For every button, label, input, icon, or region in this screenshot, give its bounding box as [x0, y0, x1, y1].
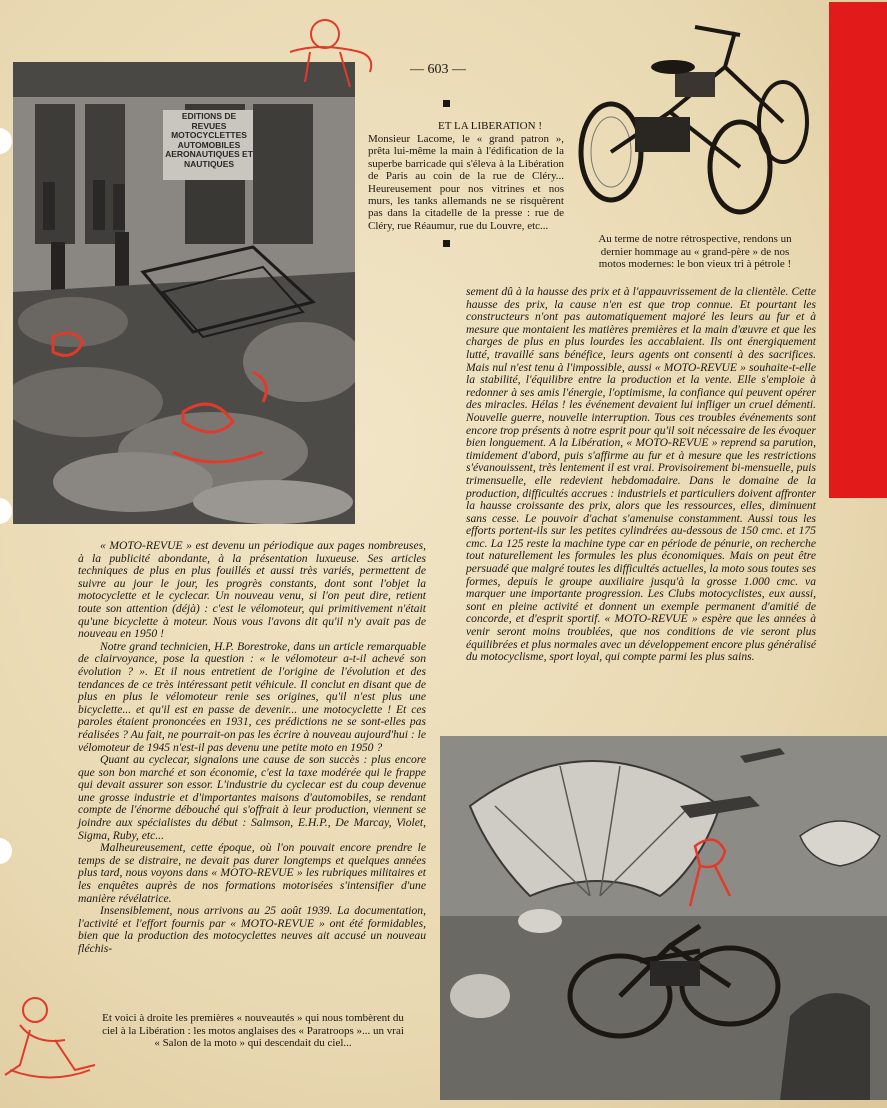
paratroops-photo: [440, 736, 887, 1100]
left-paragraph-2: Notre grand technicien, H.P. Borestroke, dans un article remarquable de clairvoyance, pose la question : « le vélomoteur a-t-il achevé son évolution ? ». Et il nous entretient de l'origine de l'évolution et des tendances de ce très intéressant petit véhicule. Il conclut en disant que de plus en plus le vélomoteur renie ses origines, qu'il n'est plus une bicyclette... et qu'il est en passe de devenir... une motocyclette ! Et ces paroles étaient prononcées en 1931, ces prédictions ne se sont-elles pas réalisées ? Au fait, ne pourrait-on pas les écrire à nouveau aujourd'hui : le vélomoteur de 1945 n'est-il pas devenu une petite moto en 1950 ?: [78, 639, 426, 754]
red-doodle-figure-top: [280, 12, 380, 102]
bullet-square-top: [443, 100, 450, 107]
paratroops-caption: Et voici à droite les premières « nouveautés » qui nous tombèrent du ciel à la Libération : les motos anglaises des « Paratroops »... un vrai « Salon de la moto » qui descendait du ciel...: [102, 1012, 404, 1050]
red-edge-tab: [829, 2, 887, 498]
red-doodle-figure-bottom: [0, 990, 100, 1090]
tricycle-illustration: [575, 12, 820, 230]
page-number: — 603 —: [410, 62, 466, 77]
tricycle-caption: Au terme de notre rétrospective, rendons un dernier hommage au « grand-père » de nos motos modernes: le bon vieux tri à pétrole !: [598, 233, 792, 270]
barricade-photo: [13, 62, 355, 524]
right-column-text: [466, 286, 816, 664]
shop-sign: EDITIONS DE REVUES MOTOCYCLETTES AUTOMOBILES AERONAUTIQUES ET NAUTIQUES: [165, 112, 253, 169]
left-paragraph-5: Insensiblement, nous arrivons au 25 août 1939. La documentation, l'activité et l'effort fournis par « MOTO-REVUE » ont été formidables, bien que la production des motocyclettes neuves ait accusé un nouveau fléchis-: [78, 904, 426, 955]
bullet-square-bottom: [443, 240, 450, 247]
left-column-text: [78, 540, 426, 956]
sidebar-heading: ET LA LIBERATION !: [438, 120, 542, 132]
left-paragraph-4: Malheureusement, cette époque, où l'on pouvait encore prendre le temps de se distraire, ne devait pas durer longtemps et quelques années plus tard, nous voyons dans « MOTO-REVUE » les rubriques militaires et les enquêtes auprès de nos formations motorisées s'intensifier d'une manière révélatrice.: [78, 841, 426, 905]
right-column-paragraph: sement dû à la hausse des prix et à l'appauvrissement de la clientèle. Cette hausse des prix, la cause n'en est que trop connue. Et pourtant les constructeurs n'ont pas automatiquement majoré les leurs au fur et à mesure que montaient les matières premières et la main d'œuvre et que les charges de plus en plus lourdes les accablaient. Ils ont énergiquement lutté, travaillé sans bénéfice, leurs agents ont consenti à des sacrifices. Mais nul n'est tenu à l'impossible, aussi « MOTO-REVUE » souhaite-t-elle la stabilité, l'équilibre entre la production et la vente. Elle s'emploie à redonner à ses amis l'énergie, l'optimisme, la confiance qui peuvent opérer des miracles. Hélas ! les événement devaient lui infliger un cruel démenti. Nouvelle guerre, nouvelle interruption. Tous ces troubles événements sont encore trop présents à notre esprit pour qu'il soit nécessaire de les évoquer bien longuement. A la Libération, « MOTO-REVUE » reprend sa parution, timidement d'abord, puis s'affirme au fur et à mesure que les restrictions s'évanouissent, très lentement il est vrai. Provisoirement bi-mensuelle, puis trimensuelle, elle redevient hebdomadaire. Dans le domaine de la production, difficultés accrues : industriels et particuliers doivent affronter la hausse croissante des prix, alors que les ressources, elles, diminuent sans cesse. Le pouvoir d'achat s'amenuise constamment. Aussi tous les efforts portent-ils sur les petites cylindrées au-dessous de 150 cmc. et 175 cmc. La 125 reste la machine type car en période de pénurie, on recherche tout naturellement les formules les plus économiques. Mais on peut être persuadé que malgré toutes les difficultés actuelles, la moto sous toutes ses formes, depuis le groupe auxiliaire jusqu'à la grosse 1.000 cmc. va marquer une importante progression. Les Clubs motocyclistes, eux aussi, sont en pleine activité et donnent un exemple permanent d'amitié de concorde, et d'esprit sportif. « MOTO-REVUE » espère que les années à venir seront moins troublées, que nos conditions de vie seront plus équilibrées et plus normales avec un développement encore plus généralisé du motocyclisme, sport loyal, qui compte parmi les plus sains.: [466, 285, 816, 664]
left-paragraph-1: « MOTO-REVUE » est devenu un périodique aux pages nombreuses, à la publicité abondante, à la présentation luxueuse. Ses articles techniques de plus en plus fouillés et aussi très variés, permettent de suivre au jour le jour, les progrès constants, dont sont l'objet la motocyclette et le cyclecar. Un nouveau venu, si l'on peut dire, retient toute son attention (déjà) : c'est le vélomoteur, qui primitivement n'était qu'une bicyclette à moteur. Nous vous l'avons dit qu'il n'y avait pas de nouveau en 1950 !: [78, 539, 426, 641]
left-paragraph-3: Quant au cyclecar, signalons une cause de son succès : plus encore que son bon marché et son économie, c'est la taxe modérée qui le frappe qui devait assurer son essor. L'industrie du cyclecar est du coup devenue une grosse industrie et d'importantes maisons d'automobiles, se rendant compte de l'énorme débouché qui s'offrait à leur production, viennent se joindre aux spécialistes du début : Salmson, E.H.P., De Marcay, Violet, Sigma, Ruby, etc...: [78, 753, 426, 842]
sidebar-text: Monsieur Lacome, le « grand patron », prêta lui-même la main à l'édification de la superbe barricade qui s'éleva à la Libération de Paris au coin de la rue de Cléry... Heureusement pour nos vitrines et nos murs, les tanks allemands ne se risquèrent pas dans la citadelle de la presse : rue de Cléry, rue Réaumur, rue du Louvre, etc...: [368, 133, 564, 232]
